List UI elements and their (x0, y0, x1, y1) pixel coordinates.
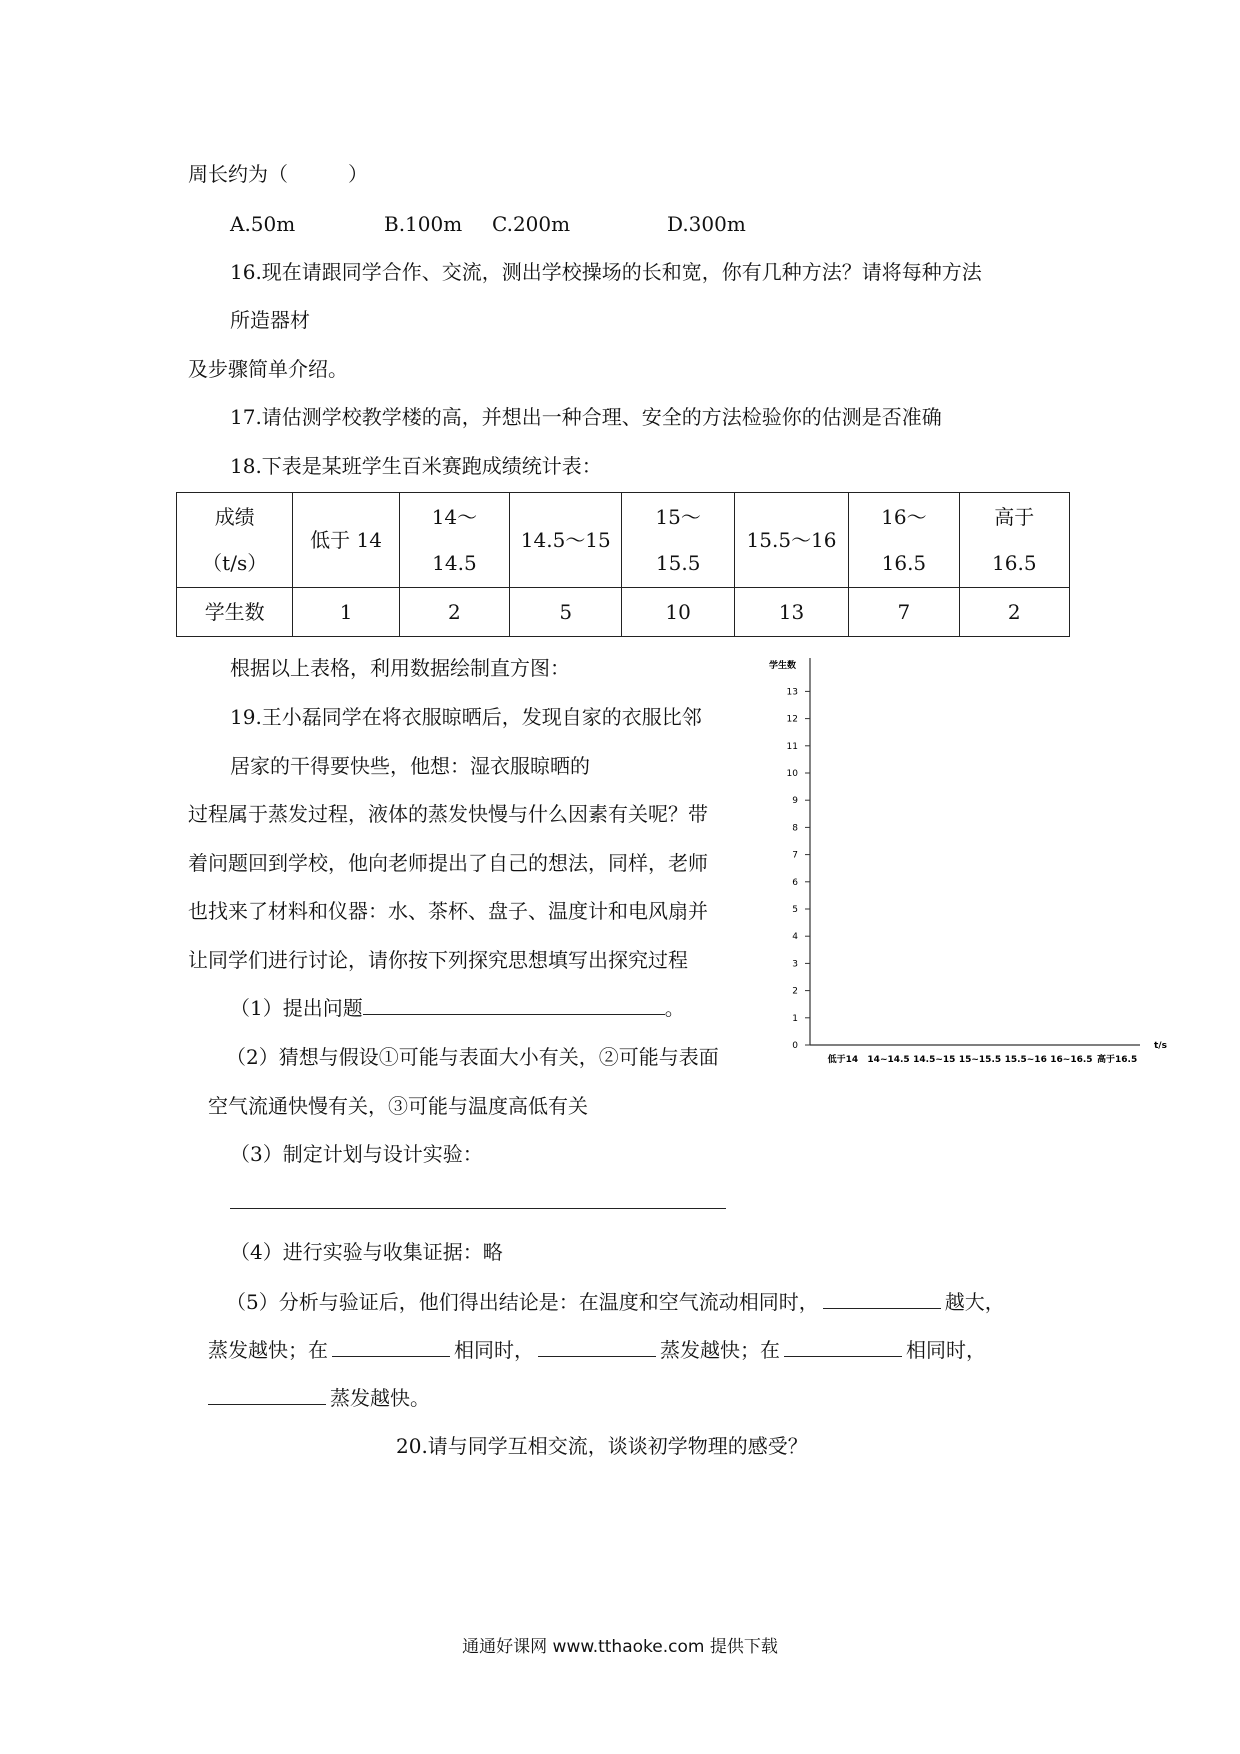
answer-blank[interactable] (332, 1336, 450, 1357)
q19-line3: 过程属于蒸发过程，液体的蒸发快慢与什么因素有关呢？带 (188, 802, 708, 826)
step1-end: 。 (664, 996, 685, 1020)
range-label: 14～ (431, 505, 478, 529)
x-category-label: 16~16.5 (1050, 1055, 1093, 1065)
score-header-l2: （t/s） (202, 551, 268, 575)
range-label: 15～ (655, 505, 701, 529)
q19-step5c (208, 1384, 430, 1412)
count-cell: 1 (293, 588, 399, 637)
q19-line5: 也找来了材料和仪器：水、茶杯、盘子、温度计和电风扇并 (188, 899, 708, 923)
student-count-row (177, 588, 1070, 637)
x-category-label: 高于16.5 (1097, 1055, 1138, 1065)
range-label: 15.5～16 (746, 528, 837, 552)
answer-blank[interactable] (823, 1288, 941, 1309)
histogram-axes (769, 658, 1167, 1065)
range-cell (622, 493, 734, 588)
answer-blank[interactable] (208, 1384, 326, 1405)
y-tick-label: 9 (792, 796, 798, 807)
footer-credit: 通通好课网 www.tthaoke.com 提供下载 (462, 1637, 778, 1657)
x-category-label: 14~14.5 (867, 1055, 910, 1065)
x-axis-label: t/s (1154, 1041, 1167, 1051)
range-label-2: 16.5 (992, 551, 1037, 575)
range-label-2: 15.5 (655, 551, 701, 575)
y-tick-label: 1 (792, 1013, 798, 1024)
range-label-2: 16.5 (881, 551, 927, 575)
q15-option-c: C.200m (492, 212, 571, 236)
y-tick-label: 13 (786, 687, 798, 698)
y-tick-label: 3 (792, 959, 798, 970)
q19-step1 (230, 994, 685, 1022)
y-tick-label: 6 (792, 877, 798, 888)
y-tick-label: 2 (792, 986, 798, 997)
answer-blank[interactable] (784, 1336, 902, 1357)
count-header-cell: 学生数 (177, 588, 293, 637)
answer-blank[interactable] (363, 994, 665, 1015)
x-category-label: 低于14 (827, 1055, 859, 1065)
histogram-instruction: 根据以上表格，利用数据绘制直方图： (230, 656, 570, 680)
q17-text: 17.请估测学校教学楼的高，并想出一种合理、安全的方法检验你的估测是否准确 (230, 405, 942, 429)
count-cell: 2 (399, 588, 509, 637)
q15-option-d: D.300m (667, 212, 746, 236)
step3-answer-line[interactable] (230, 1208, 726, 1209)
range-cell (399, 493, 509, 588)
step1-label: （1）提出问题 (230, 996, 363, 1020)
range-cell (510, 493, 622, 588)
step5a-text: （5）分析与验证后，他们得出结论是：在温度和空气流动相同时， (226, 1290, 819, 1314)
count-cell: 2 (959, 588, 1069, 637)
range-cell (959, 493, 1069, 588)
step5c-text: 蒸发越快。 (330, 1386, 430, 1410)
q19-line4: 着问题回到学校，他向老师提出了自己的想法，同样，老师 (188, 851, 708, 875)
x-category-label: 15.5~16 (1004, 1055, 1047, 1065)
y-tick-label: 7 (792, 850, 798, 861)
range-label: 低于 14 (310, 528, 382, 552)
score-table (176, 492, 1070, 637)
q18-intro: 18.下表是某班学生百米赛跑成绩统计表： (230, 454, 602, 478)
q19-step2a: （2）猜想与假设①可能与表面大小有关，②可能与表面 (226, 1045, 719, 1069)
histogram-chart (760, 650, 1180, 1090)
q15-option-a: A.50m (230, 212, 296, 236)
step5a-end: 越大， (944, 1290, 1005, 1314)
range-cell (734, 493, 848, 588)
q19-line2: 居家的干得要快些，他想：湿衣服晾晒的 (230, 754, 590, 778)
y-axis-label: 学生数 (768, 661, 796, 671)
step5b-text3: 蒸发越快；在 (660, 1338, 780, 1362)
count-cell: 5 (510, 588, 622, 637)
q20-text: 20.请与同学互相交流，谈谈初学物理的感受？ (396, 1434, 808, 1458)
q15-stem-tail: 周长约为（ ） (188, 162, 368, 186)
range-cell (849, 493, 959, 588)
y-tick-label: 5 (792, 905, 798, 915)
count-cell: 13 (734, 588, 848, 637)
x-category-label: 14.5~15 (913, 1055, 956, 1065)
step5b-text2: 相同时， (454, 1338, 534, 1362)
x-category-label: 15~15.5 (958, 1055, 1002, 1065)
y-tick-label: 11 (786, 741, 798, 752)
q19-line6: 让同学们进行讨论，请你按下列探究思想填写出探究过程 (188, 948, 688, 972)
q19-line1: 19.王小磊同学在将衣服晾晒后，发现自家的衣服比邻 (230, 705, 702, 729)
step5b-text4: 相同时， (906, 1338, 986, 1362)
q19-step5a (226, 1288, 1005, 1316)
score-range-row (177, 493, 1070, 588)
y-tick-label: 10 (786, 769, 798, 779)
range-label-2: 14.5 (432, 551, 477, 575)
q15-option-b: B.100m (384, 212, 463, 236)
count-cell: 10 (622, 588, 734, 637)
q16-line3: 及步骤简单介绍。 (188, 357, 348, 381)
q16-line2: 所造器材 (230, 308, 310, 332)
q19-step3: （3）制定计划与设计实验： (230, 1142, 483, 1166)
range-cell (293, 493, 399, 588)
y-tick-label: 8 (792, 823, 798, 834)
y-tick-label: 12 (786, 714, 798, 725)
q19-step2b: 空气流通快慢有关，③可能与温度高低有关 (208, 1094, 588, 1118)
range-label: 高于 (994, 505, 1035, 529)
y-tick-label: 0 (792, 1041, 798, 1051)
q19-step5b (208, 1336, 986, 1364)
score-header-l1: 成绩 (214, 505, 255, 529)
step5b-text1: 蒸发越快；在 (208, 1338, 328, 1362)
count-cell: 7 (849, 588, 959, 637)
score-header-cell (177, 493, 293, 588)
q19-step4: （4）进行实验与收集证据：略 (230, 1240, 503, 1264)
y-tick-label: 4 (792, 932, 798, 943)
range-label: 16～ (881, 505, 927, 529)
range-label: 14.5～15 (520, 528, 611, 552)
answer-blank[interactable] (538, 1336, 656, 1357)
q16-line1: 16.现在请跟同学合作、交流，测出学校操场的长和宽，你有几种方法？请将每种方法 (230, 260, 982, 284)
